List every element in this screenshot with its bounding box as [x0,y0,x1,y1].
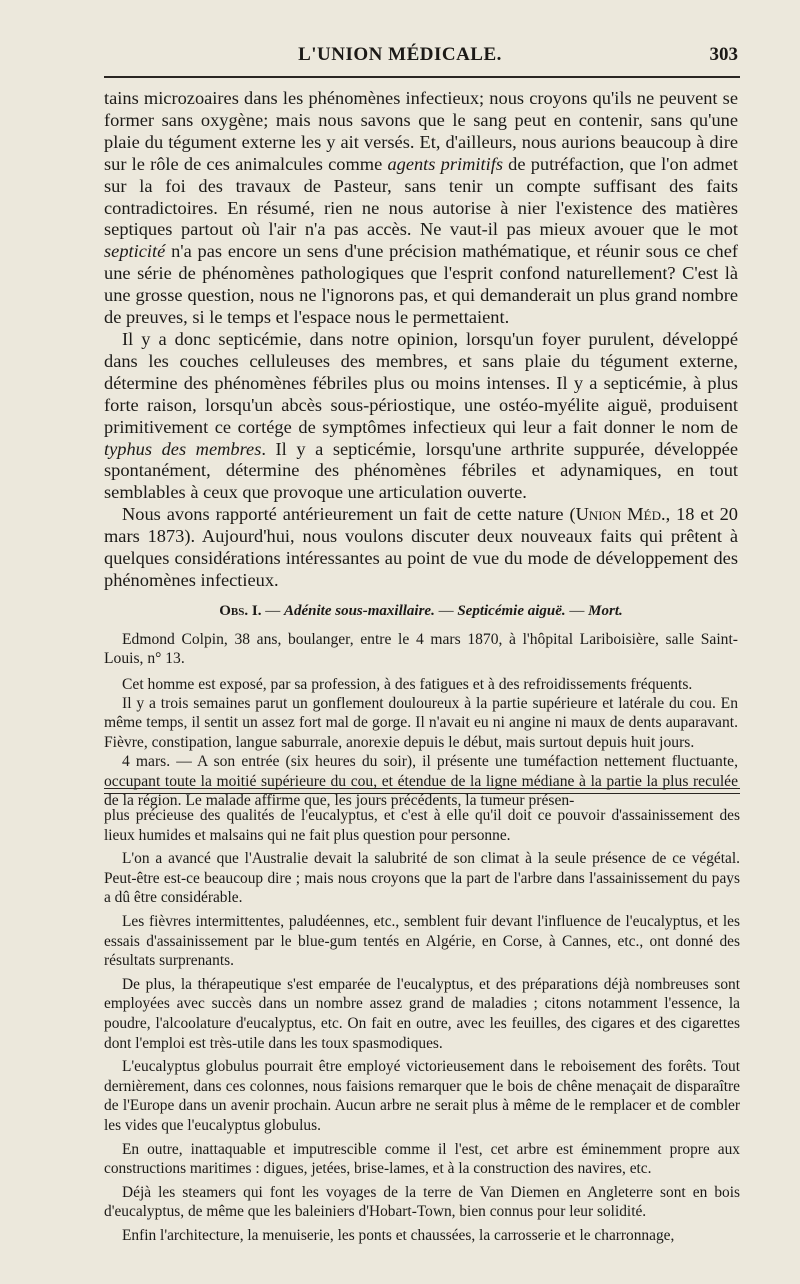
case-report [104,630,738,811]
feuilleton-separator [104,788,740,794]
observation-heading: Obs. I. — Adénite sous-maxillaire. — Septicémie aiguë. — Mort. [219,602,623,619]
feuilleton-paragraph: plus précieuse des qualités de l'eucalyptus, et c'est à elle qu'il doit ce pouvoir d'assainissement des lieux humides et malsains qui ne fait plus question pour personne. [104,807,740,844]
feuilleton-paragraph: L'eucalyptus globulus pourrait être employé victorieusement dans le reboisement des forêts. Tout dernièrement, dans ces colonnes, nous faisions remarquer que le bois de chêne menaçait de disparaître de l'Europe dans un avenir prochain. Aucun arbre ne serait plus à même de le remplacer et de combler les vides que l'eucalyptus globulus. [104,1058,740,1134]
paragraph: tains microzoaires dans les phénomènes infectieux; nous croyons qu'ils ne peuvent se former sans oxygène; mais nous savons que le sang peut en contenir, sans qu'une plaie du tégument externe les y ait versés. Et, d'ailleurs, nous aurions beaucoup à dire sur le rôle de ces animalcules comme agents primitifs de putréfaction, que l'on admet sur la foi des travaux de Pasteur, sans tenir un compte suffisant des faits contradictoires. En résumé, rien ne nous autorise à nier l'existence des matières septiques partout où l'air n'a pas accès. Ne vaut-il pas mieux avouer que le mot septicité n'a pas encore un sens d'une précision mathématique, et réunir sous ce chef une série de phénomènes pathologiques que l'esprit confond naturellement? C'est là une grosse question, nous ne l'ignorons pas, et qui demanderait un plus grand nombre de preuves, si le temps et l'espace nous le permettaient. [104,88,739,328]
feuilleton-paragraph: De plus, la thérapeutique s'est emparée de l'eucalyptus, et des préparations déjà nombreuses sont employées avec succès dans un nombre assez grand de maladies ; citons notamment l'essence, la poudre, l'alcoolature d'eucalyptus, etc. On fait en outre, avec les feuilles, des cigares et des cigarettes dont l'emploi est très-utile dans les toux spasmodiques. [104,975,740,1052]
paragraph: Il y a donc septicémie, dans notre opinion, lorsqu'un foyer purulent, développé dans les couches celluleuses des membres, et sans plaie du tégument externe, détermine des phénomènes fébriles plus ou moins intenses. Il y a septicémie, à plus forte raison, lorsqu'un abcès sous-périostique, une ostéo-myélite aiguë, produisent primitivement ce cortége de symptômes infectieux qui leur a fait donner le nom de typhus des membres. Il y a septicémie, lorsqu'une arthrite suppurée, développée spontanément, détermine des phénomènes fébriles et adynamiques, en tout semblables à ceux que provoque une articulation ouverte. [104,328,738,503]
page-header [0,44,800,72]
feuilleton-paragraph: Déjà les steamers qui font les voyages de la terre de Van Diemen en Angleterre sont en bois d'eucalyptus, de même que les baleiniers d'Hobart-Town, bien connus pour leur solidité. [104,1183,740,1221]
page-number: 303 [709,44,738,65]
feuilleton-paragraph: En outre, inattaquable et imputrescible comme il l'est, cet arbre est éminemment propre aux constructions maritimes : digues, jetées, brise-lames, et à la construction des navires, etc. [104,1140,740,1178]
feuilleton-paragraph: L'on a avancé que l'Australie devait la salubrité de son climat à la seule présence de ce végétal. Peut-être est-ce beaucoup dire ; mais nous croyons que la part de l'arbre dans l'assainissement du pays a dû être considérable. [104,850,740,907]
case-paragraph: Edmond Colpin, 38 ans, boulanger, entre le 4 mars 1870, à l'hôpital Lariboisière, salle Saint-Louis, n° 13. [104,630,738,668]
paragraph: Nous avons rapporté antérieurement un fait de cette nature (Union Méd., 18 et 20 mars 1873). Aujourd'hui, nous voulons discuter deux nouveaux faits qui prêtent à quelques considérations intéressantes au point de vue du mode de développement des phénomènes infectieux. [104,504,739,590]
case-paragraph: Cet homme est exposé, par sa profession, à des fatigues et à des refroidissements fréquents. [122,675,693,693]
feuilleton-paragraph: Enfin l'architecture, la menuiserie, les ponts et chaussées, la carrosserie et le charronnage, [122,1226,675,1244]
header-rule [104,76,740,78]
case-paragraph: 4 mars. — A son entrée (six heures du soir), il présente une tuméfaction nettement fluctuante, occupant toute la moitié supérieure du cou, et étendue de la ligne médiane à la partie la plus reculée de la région. Le malade affirme que, les jours précédents, la tumeur présen- [104,753,738,809]
feuilleton [104,806,740,1249]
feuilleton-paragraph: Les fièvres intermittentes, paludéennes, etc., semblent fuir devant l'influence de l'eucalyptus, et les essais d'assainissement par le blue-gum tentés en Algérie, en Corse, à Cannes, etc., ont donné des résultats surprenants. [104,912,740,970]
case-paragraph: Il y a trois semaines parut un gonflement douloureux à la partie supérieure et latérale du cou. En même temps, il sentit un assez fort mal de gorge. Il n'avait eu ni angine ni maux de dents auparavant. Fièvre, constipation, langue saburrale, anorexie depuis le début, mais surtout depuis huit jours. [104,694,738,751]
running-title: L'UNION MÉDICALE. [298,44,502,65]
main-article [104,88,738,810]
